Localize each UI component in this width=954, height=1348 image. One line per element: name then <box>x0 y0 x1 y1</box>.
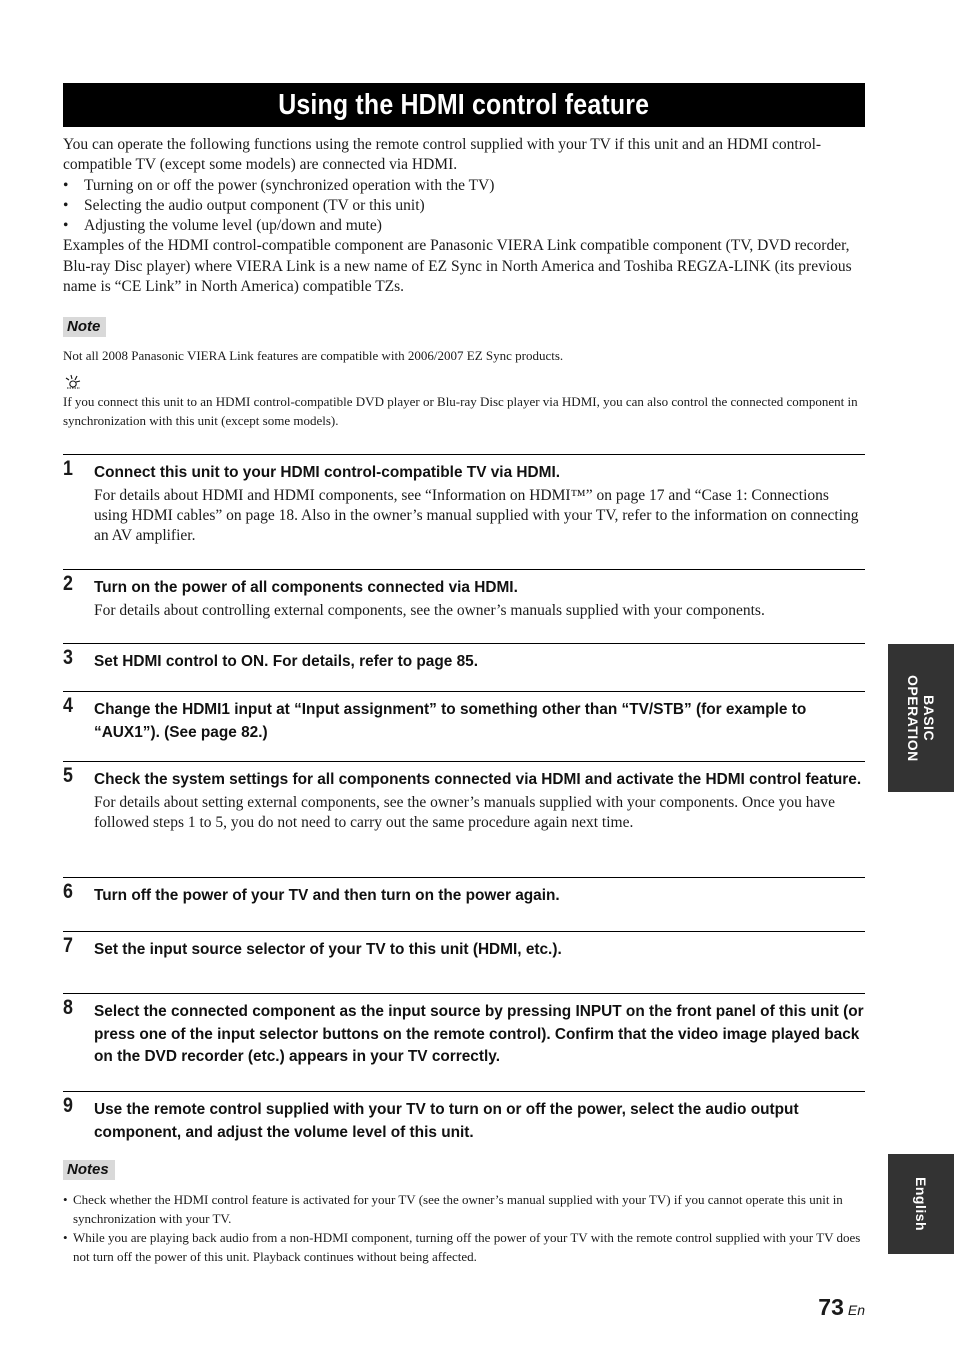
tip-text: If you connect this unit to an HDMI control-compatible DVD player or Blu-ray Disc player via HDMI, you can also control the connected component in synchronization with this unit (except some models). <box>63 394 858 428</box>
section-tab-label: BASIC OPERATION <box>905 674 937 762</box>
page-footer <box>818 1294 865 1321</box>
step-number: 3 <box>63 646 73 669</box>
step-number: 7 <box>63 934 73 957</box>
intro-paragraph: You can operate the following functions using the remote control supplied with your TV if this unit and an HDMI control-compatible TV (except some models) are connected via HDMI. <box>63 136 822 174</box>
intro-section <box>63 135 863 297</box>
language-tab-label: English <box>913 1176 929 1232</box>
step-heading: Use the remote control supplied with your TV to turn on or off the power, select the audio output component, and adjust the volume level of this unit. <box>94 1101 799 1141</box>
language-tab-english <box>888 1154 954 1254</box>
step-number: 8 <box>63 996 73 1019</box>
step-number: 6 <box>63 880 73 903</box>
tip-text-block <box>63 393 863 430</box>
step-6 <box>63 877 865 908</box>
step-8 <box>63 993 865 1069</box>
step-number: 9 <box>63 1094 73 1117</box>
step-body: For details about HDMI and HDMI components, see “Information on HDMI™” on page 17 and “Case 1: Connections using HDMI cables” on page 18. Also in the owner’s manual supplied with your TV, refer to the information on connecting an AV amplifier. <box>94 486 859 545</box>
step-number: 5 <box>63 764 73 787</box>
step-1 <box>63 454 865 546</box>
list-item: • Selecting the audio output component (TV or this unit) <box>63 196 863 216</box>
title-bar <box>63 83 865 127</box>
list-item: • Check whether the HDMI control feature is activated for your TV (see the owner’s manual supplied with your TV) if you cannot operate this unit in synchronization with your TV. <box>63 1190 863 1228</box>
step-heading: Set HDMI control to ON. For details, refer to page 85. <box>94 653 478 670</box>
note-text-block <box>63 347 863 366</box>
page-lang-code: En <box>847 1302 865 1318</box>
step-heading: Turn on the power of all components connected via HDMI. <box>94 579 518 596</box>
note-text: Not all 2008 Panasonic VIERA Link features are compatible with 2006/2007 EZ Sync products. <box>63 348 564 363</box>
step-heading: Set the input source selector of your TV to this unit (HDMI, etc.). <box>94 941 562 958</box>
section-tab-basic-operation <box>888 644 954 792</box>
page-number: 73 <box>818 1294 844 1320</box>
step-7 <box>63 931 865 962</box>
step-heading: Select the connected component as the input source by pressing INPUT on the front panel of this unit (or press one of the input selector buttons on the remote control). Confirm that the video image played back on the DVD recorder (etc.) appears in your TV correctly. <box>94 1003 864 1065</box>
step-body: For details about controlling external components, see the owner’s manuals supplied with your components. <box>94 601 765 619</box>
list-item: • Adjusting the volume level (up/down and mute) <box>63 216 863 236</box>
step-heading: Check the system settings for all components connected via HDMI and activate the HDMI control feature. <box>94 771 862 788</box>
step-5 <box>63 761 865 833</box>
list-item: • Turning on or off the power (synchronized operation with the TV) <box>63 176 863 196</box>
step-heading: Turn off the power of your TV and then turn on the power again. <box>94 887 560 904</box>
step-heading: Connect this unit to your HDMI control-compatible TV via HDMI. <box>94 464 561 481</box>
step-3 <box>63 643 865 674</box>
page-title: Using the HDMI control feature <box>278 88 650 121</box>
step-number: 1 <box>63 457 73 480</box>
note-label: Note <box>63 317 106 337</box>
examples-paragraph: Examples of the HDMI control-compatible component are Panasonic VIERA Link compatible component (TV, DVD recorder, Blu-ray Disc player) where VIERA Link is a new name of EZ Sync in North America and Toshiba REGZA-LINK (its previous name is “CE Link” in North America) compatible TZs. <box>63 237 852 296</box>
step-2 <box>63 569 865 621</box>
notes-label: Notes <box>63 1160 115 1180</box>
step-heading: Change the HDMI1 input at “Input assignment” to something other than “TV/STB” (for example to “AUX1”). (See page 82.) <box>94 701 807 741</box>
tip-lightbulb-icon <box>63 373 83 389</box>
list-item: • While you are playing back audio from a non-HDMI component, turning off the power of your TV with the remote control supplied with your TV does not turn off the power of this unit. Playback continues without being affected. <box>63 1228 863 1266</box>
step-number: 4 <box>63 694 73 717</box>
step-9 <box>63 1091 865 1144</box>
feature-list <box>63 176 863 237</box>
notes-list <box>63 1190 863 1266</box>
step-number: 2 <box>63 572 73 595</box>
step-4 <box>63 691 865 744</box>
step-body: For details about setting external components, see the owner’s manuals supplied with your components. Once you have followed steps 1 to 5, you do not need to carry out the same procedure again next time. <box>94 793 835 831</box>
